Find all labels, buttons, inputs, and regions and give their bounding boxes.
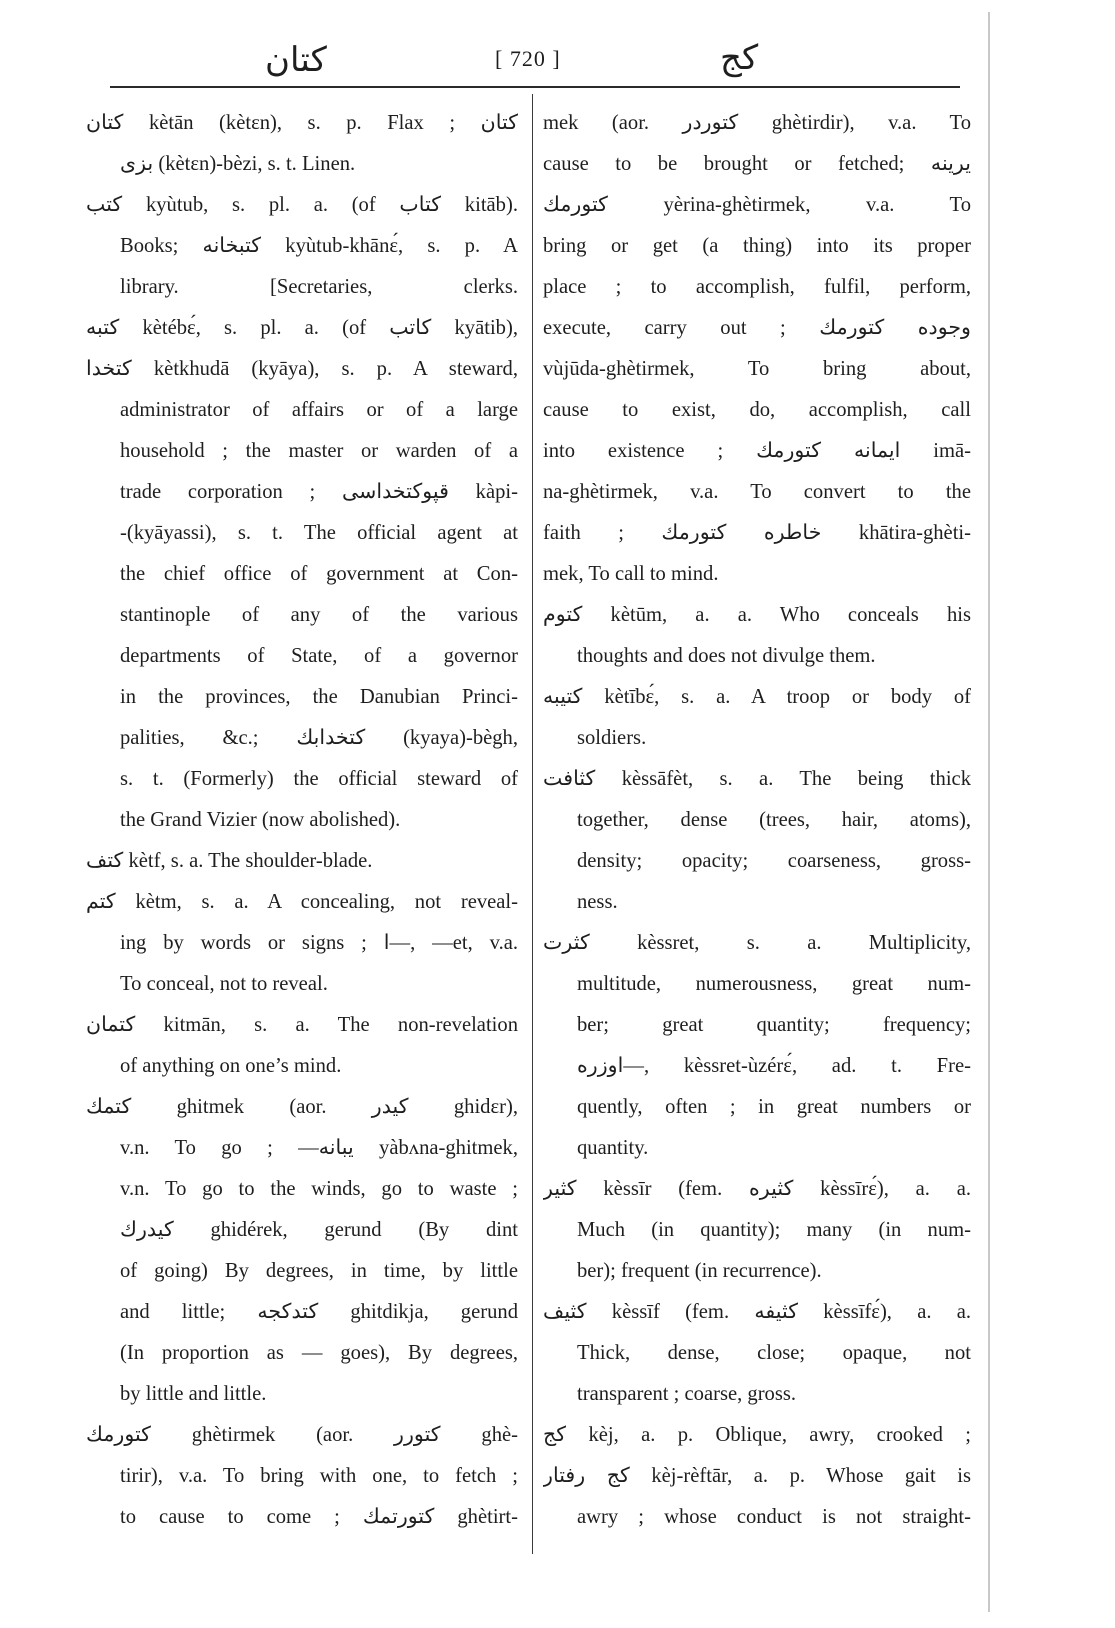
- text-line: into existence ; ايمانه كتورمك imā-: [543, 440, 971, 462]
- right-column: [543, 103, 971, 1538]
- text-line: vùjūda-ghètirmek, To bring about,: [543, 358, 971, 380]
- text-line: together, dense (trees, hair, atoms),: [577, 809, 971, 831]
- text-line: quently, often ; in great numbers or: [577, 1096, 971, 1118]
- text-line: كثافت kèssāfèt, s. a. The being thick: [543, 768, 971, 790]
- text-line: كتمان kitmān, s. a. The non-revelation: [86, 1014, 518, 1036]
- text-line: of going) By degrees, in time, by little: [120, 1260, 518, 1282]
- text-line: بزى (kètɛn)-bèzi, s. t. Linen.: [120, 153, 356, 175]
- text-line: place ; to accomplish, fulfil, perform,: [543, 276, 971, 298]
- text-line: trade corporation ; قپوكتخداسى kàpi-: [120, 481, 518, 503]
- text-line: mek (aor. كتوردر ghètirdir), v.a. To: [543, 112, 971, 134]
- text-line: s. t. (Formerly) the official steward of: [120, 768, 518, 790]
- text-line: tirir), v.a. To bring with one, to fetch ;: [120, 1465, 518, 1487]
- text-line: execute, carry out ; وجوده كتورمك: [543, 317, 971, 339]
- text-line: household ; the master or warden of a: [120, 440, 518, 462]
- text-line: Much (in quantity); many (in num-: [577, 1219, 971, 1241]
- text-line: كتوم kètūm, a. a. Who conceals his: [543, 604, 971, 626]
- text-line: mek, To call to mind.: [543, 563, 719, 585]
- text-line: ing by words or signs ; ا—, —et, v.a.: [120, 932, 518, 954]
- text-line: quantity.: [577, 1137, 649, 1159]
- left-column: [86, 103, 518, 1538]
- text-line: كتيبه kètībɛ́, s. a. A troop or body of: [543, 686, 971, 708]
- text-line: the chief office of government at Con-: [120, 563, 518, 585]
- text-line: كج kèj, a. p. Oblique, awry, crooked ;: [543, 1424, 971, 1446]
- text-line: كثير kèssīr (fem. كثيره kèssīrɛ́), a. a.: [543, 1178, 971, 1200]
- text-line: na-ghètirmek, v.a. To convert to the: [543, 481, 971, 503]
- header-rule: [110, 86, 960, 88]
- page-number: [ 720 ]: [495, 46, 561, 71]
- text-line: كتمك ghitmek (aor. كيدر ghidɛr),: [86, 1096, 518, 1118]
- text-line: departments of State, of a governor: [120, 645, 518, 667]
- text-line: cause to exist, do, accomplish, call: [543, 399, 971, 421]
- text-line: كتبه kètébɛ́, s. pl. a. (of كاتب kyātib),: [86, 317, 518, 339]
- text-line: stantinople of any of the various: [120, 604, 518, 626]
- text-line: كتم kètm, s. a. A concealing, not reveal-: [86, 891, 518, 913]
- text-line: كتب kyùtub, s. pl. a. (of كتاب kitāb).: [86, 194, 518, 216]
- text-line: library. [Secretaries, clerks.: [120, 276, 518, 298]
- text-line: palities, &c.; كتخدابك (kyaya)-bègh,: [120, 727, 518, 749]
- text-line: v.n. To go to the winds, go to waste ;: [120, 1178, 518, 1200]
- text-line: To conceal, not to reveal.: [120, 973, 328, 995]
- text-line: كتخدا kètkhudā (kyāya), s. p. A steward,: [86, 358, 518, 380]
- text-line: faith ; خاطره كتورمك khātira-ghèti-: [543, 522, 971, 544]
- text-line: awry ; whose conduct is not straight-: [577, 1506, 971, 1528]
- text-line: thoughts and does not divulge them.: [577, 645, 876, 667]
- text-line: the Grand Vizier (now abolished).: [120, 809, 401, 831]
- text-line: كيدرك ghidérek, gerund (By dint: [120, 1219, 518, 1241]
- text-line: كثيف kèssīf (fem. كثيفه kèssīfɛ́), a. a.: [543, 1301, 971, 1323]
- text-line: ness.: [577, 891, 618, 913]
- header-left-word: كتان: [265, 42, 327, 79]
- text-line: كتورمك yèrina-ghètirmek, v.a. To: [543, 194, 971, 216]
- text-line: and little; كتدكجه ghitdikja, gerund: [120, 1301, 518, 1323]
- text-line: كتورمك ghètirmek (aor. كتورر ghè-: [86, 1424, 518, 1446]
- text-line: ber; great quantity; frequency;: [577, 1014, 971, 1036]
- text-line: Thick, dense, close; opaque, not: [577, 1342, 971, 1364]
- column-divider: [532, 94, 533, 1554]
- text-line: to cause to come ; كتورتمك ghètirt-: [120, 1506, 518, 1528]
- page-header: [110, 36, 960, 86]
- text-line: administrator of affairs or of a large: [120, 399, 518, 421]
- text-line: v.n. To go ; —يبانه yàbʌna-ghitmek,: [120, 1137, 518, 1159]
- text-line: كج رفتار kèj-rèftār, a. p. Whose gait is: [543, 1465, 971, 1487]
- text-line: of anything on one’s mind.: [120, 1055, 342, 1077]
- header-right-word: كج: [720, 40, 759, 77]
- text-line: cause to be brought or fetched; يرينه: [543, 153, 971, 175]
- text-line: by little and little.: [120, 1383, 267, 1405]
- text-line: multitude, numerousness, great num-: [577, 973, 971, 995]
- text-line: in the provinces, the Danubian Princi-: [120, 686, 518, 708]
- text-line: transparent ; coarse, gross.: [577, 1383, 797, 1405]
- text-line: كتان kètān (kètɛn), s. p. Flax ; كتان: [86, 112, 518, 134]
- text-line: bring or get (a thing) into its proper: [543, 235, 971, 257]
- text-line: كتف kètf, s. a. The shoulder-blade.: [86, 850, 373, 872]
- text-line: -(kyāyassi), s. t. The official agent at: [120, 522, 518, 544]
- text-line: soldiers.: [577, 727, 647, 749]
- text-line: كثرت kèssret, s. a. Multiplicity,: [543, 932, 971, 954]
- text-line: ber); frequent (in recurrence).: [577, 1260, 822, 1282]
- text-line: اوزره—, kèssret-ùzérɛ́, ad. t. Fre-: [577, 1055, 971, 1077]
- page-edge-line: [988, 12, 990, 1612]
- text-line: density; opacity; coarseness, gross-: [577, 850, 971, 872]
- text-line: Books; كتبخانه kyùtub-khānɛ́, s. p. A: [120, 235, 518, 257]
- text-line: (In proportion as — goes), By degrees,: [120, 1342, 518, 1364]
